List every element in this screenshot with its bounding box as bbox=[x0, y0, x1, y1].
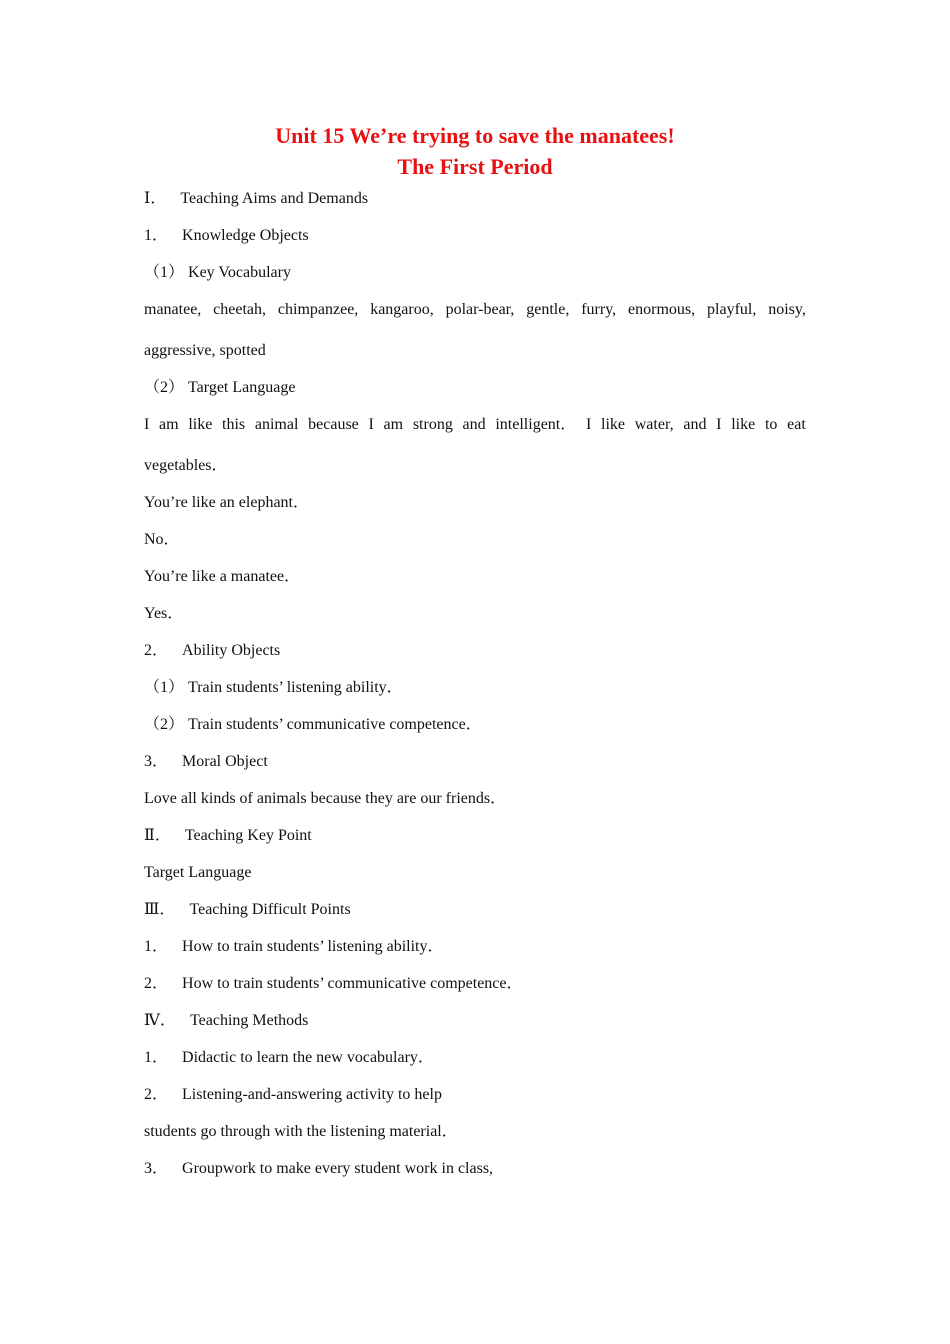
subsection-number: 2． bbox=[144, 642, 169, 659]
vocabulary-line bbox=[144, 300, 806, 320]
dialogue-line: You’re like an elephant． bbox=[144, 494, 310, 511]
list-item bbox=[144, 974, 806, 994]
target-language-line-continued: vegetables． bbox=[144, 457, 228, 474]
list-item bbox=[144, 1159, 806, 1179]
item-number: （1） bbox=[144, 679, 185, 696]
word: I bbox=[144, 416, 150, 433]
word: I bbox=[368, 416, 374, 433]
word: like bbox=[188, 416, 213, 433]
word: I bbox=[716, 416, 722, 433]
item-label: How to train students’ communicative competence． bbox=[182, 975, 523, 992]
subsection-heading bbox=[144, 641, 806, 661]
list-item bbox=[144, 1085, 806, 1105]
word: am bbox=[383, 416, 404, 433]
target-language-line bbox=[144, 415, 806, 435]
section-label: Teaching Difficult Points bbox=[189, 901, 351, 918]
item-label: Target Language bbox=[188, 379, 296, 396]
word: like bbox=[601, 416, 626, 433]
word: manatee, bbox=[144, 301, 202, 318]
word: water, bbox=[634, 416, 674, 433]
dialogue-line: Yes． bbox=[144, 605, 184, 622]
item-heading bbox=[144, 263, 806, 283]
item-label: Key Vocabulary bbox=[188, 264, 291, 281]
item-number: 1． bbox=[144, 938, 169, 955]
section-number: Ⅲ． bbox=[144, 901, 176, 918]
moral-text: Love all kinds of animals because they are our friends． bbox=[144, 790, 507, 807]
item-number: （2） bbox=[144, 716, 185, 733]
item-label: Didactic to learn the new vocabulary． bbox=[182, 1049, 434, 1066]
subsection-heading bbox=[144, 226, 806, 246]
section-heading bbox=[144, 900, 806, 920]
word: I bbox=[585, 416, 592, 433]
word: chimpanzee, bbox=[277, 301, 359, 318]
word: like bbox=[731, 416, 756, 433]
word: animal bbox=[254, 416, 299, 433]
word: noisy, bbox=[768, 301, 806, 318]
item-label: Train students’ listening ability． bbox=[188, 679, 403, 696]
item-number: 2． bbox=[144, 975, 169, 992]
subsection-number: 1． bbox=[144, 227, 169, 244]
subsection-label: Moral Object bbox=[182, 753, 268, 770]
word: playful, bbox=[707, 301, 757, 318]
item-label: Groupwork to make every student work in class, bbox=[182, 1160, 494, 1177]
item-label: Listening-and-answering activity to help bbox=[182, 1086, 442, 1103]
item-label: Train students’ communicative competence． bbox=[188, 716, 482, 733]
word: strong bbox=[412, 416, 453, 433]
section-heading bbox=[144, 1011, 806, 1031]
list-item bbox=[144, 715, 806, 735]
item-number: 1． bbox=[144, 1049, 169, 1066]
word: cheetah, bbox=[213, 301, 267, 318]
list-item bbox=[144, 937, 806, 957]
word: because bbox=[308, 416, 359, 433]
word: intelligent． bbox=[495, 416, 577, 433]
section-label: Teaching Methods bbox=[190, 1012, 309, 1029]
section-number: Ⅱ． bbox=[144, 827, 171, 844]
section-heading bbox=[144, 189, 806, 209]
word: eat bbox=[787, 416, 806, 433]
word: gentle, bbox=[526, 301, 570, 318]
vocabulary-line-continued: aggressive, spotted bbox=[144, 342, 266, 359]
item-number: （1） bbox=[144, 264, 185, 281]
subsection-label: Knowledge Objects bbox=[182, 227, 309, 244]
subsection-heading bbox=[144, 752, 806, 772]
list-item bbox=[144, 678, 806, 698]
subsection-label: Ability Objects bbox=[182, 642, 281, 659]
word: am bbox=[159, 416, 179, 433]
section-number: Ⅰ． bbox=[144, 190, 167, 207]
dialogue-line: No． bbox=[144, 531, 180, 548]
list-item bbox=[144, 1048, 806, 1068]
word: furry, bbox=[581, 301, 617, 318]
item-number: （2） bbox=[144, 379, 185, 396]
word: polar-bear, bbox=[445, 301, 515, 318]
section-number: Ⅳ． bbox=[144, 1012, 176, 1029]
word: and bbox=[462, 416, 486, 433]
document-page bbox=[144, 120, 806, 1179]
word: to bbox=[764, 416, 778, 433]
section-label: Teaching Key Point bbox=[184, 827, 312, 844]
word: kangaroo, bbox=[370, 301, 434, 318]
item-number: 3． bbox=[144, 1160, 169, 1177]
section-heading bbox=[144, 826, 806, 846]
subsection-number: 3． bbox=[144, 753, 169, 770]
section-label: Teaching Aims and Demands bbox=[180, 190, 369, 207]
item-heading bbox=[144, 378, 806, 398]
word: and bbox=[683, 416, 707, 433]
item-number: 2． bbox=[144, 1086, 169, 1103]
key-point-text: Target Language bbox=[144, 864, 252, 881]
word: enormous, bbox=[628, 301, 696, 318]
document-title: Unit 15 We’re trying to save the manatees! bbox=[275, 123, 675, 148]
word: this bbox=[222, 416, 246, 433]
list-item-continued: students go through with the listening material． bbox=[144, 1123, 458, 1140]
document-subtitle: The First Period bbox=[397, 154, 553, 179]
item-label: How to train students’ listening ability． bbox=[182, 938, 444, 955]
dialogue-line: You’re like a manatee． bbox=[144, 568, 301, 585]
